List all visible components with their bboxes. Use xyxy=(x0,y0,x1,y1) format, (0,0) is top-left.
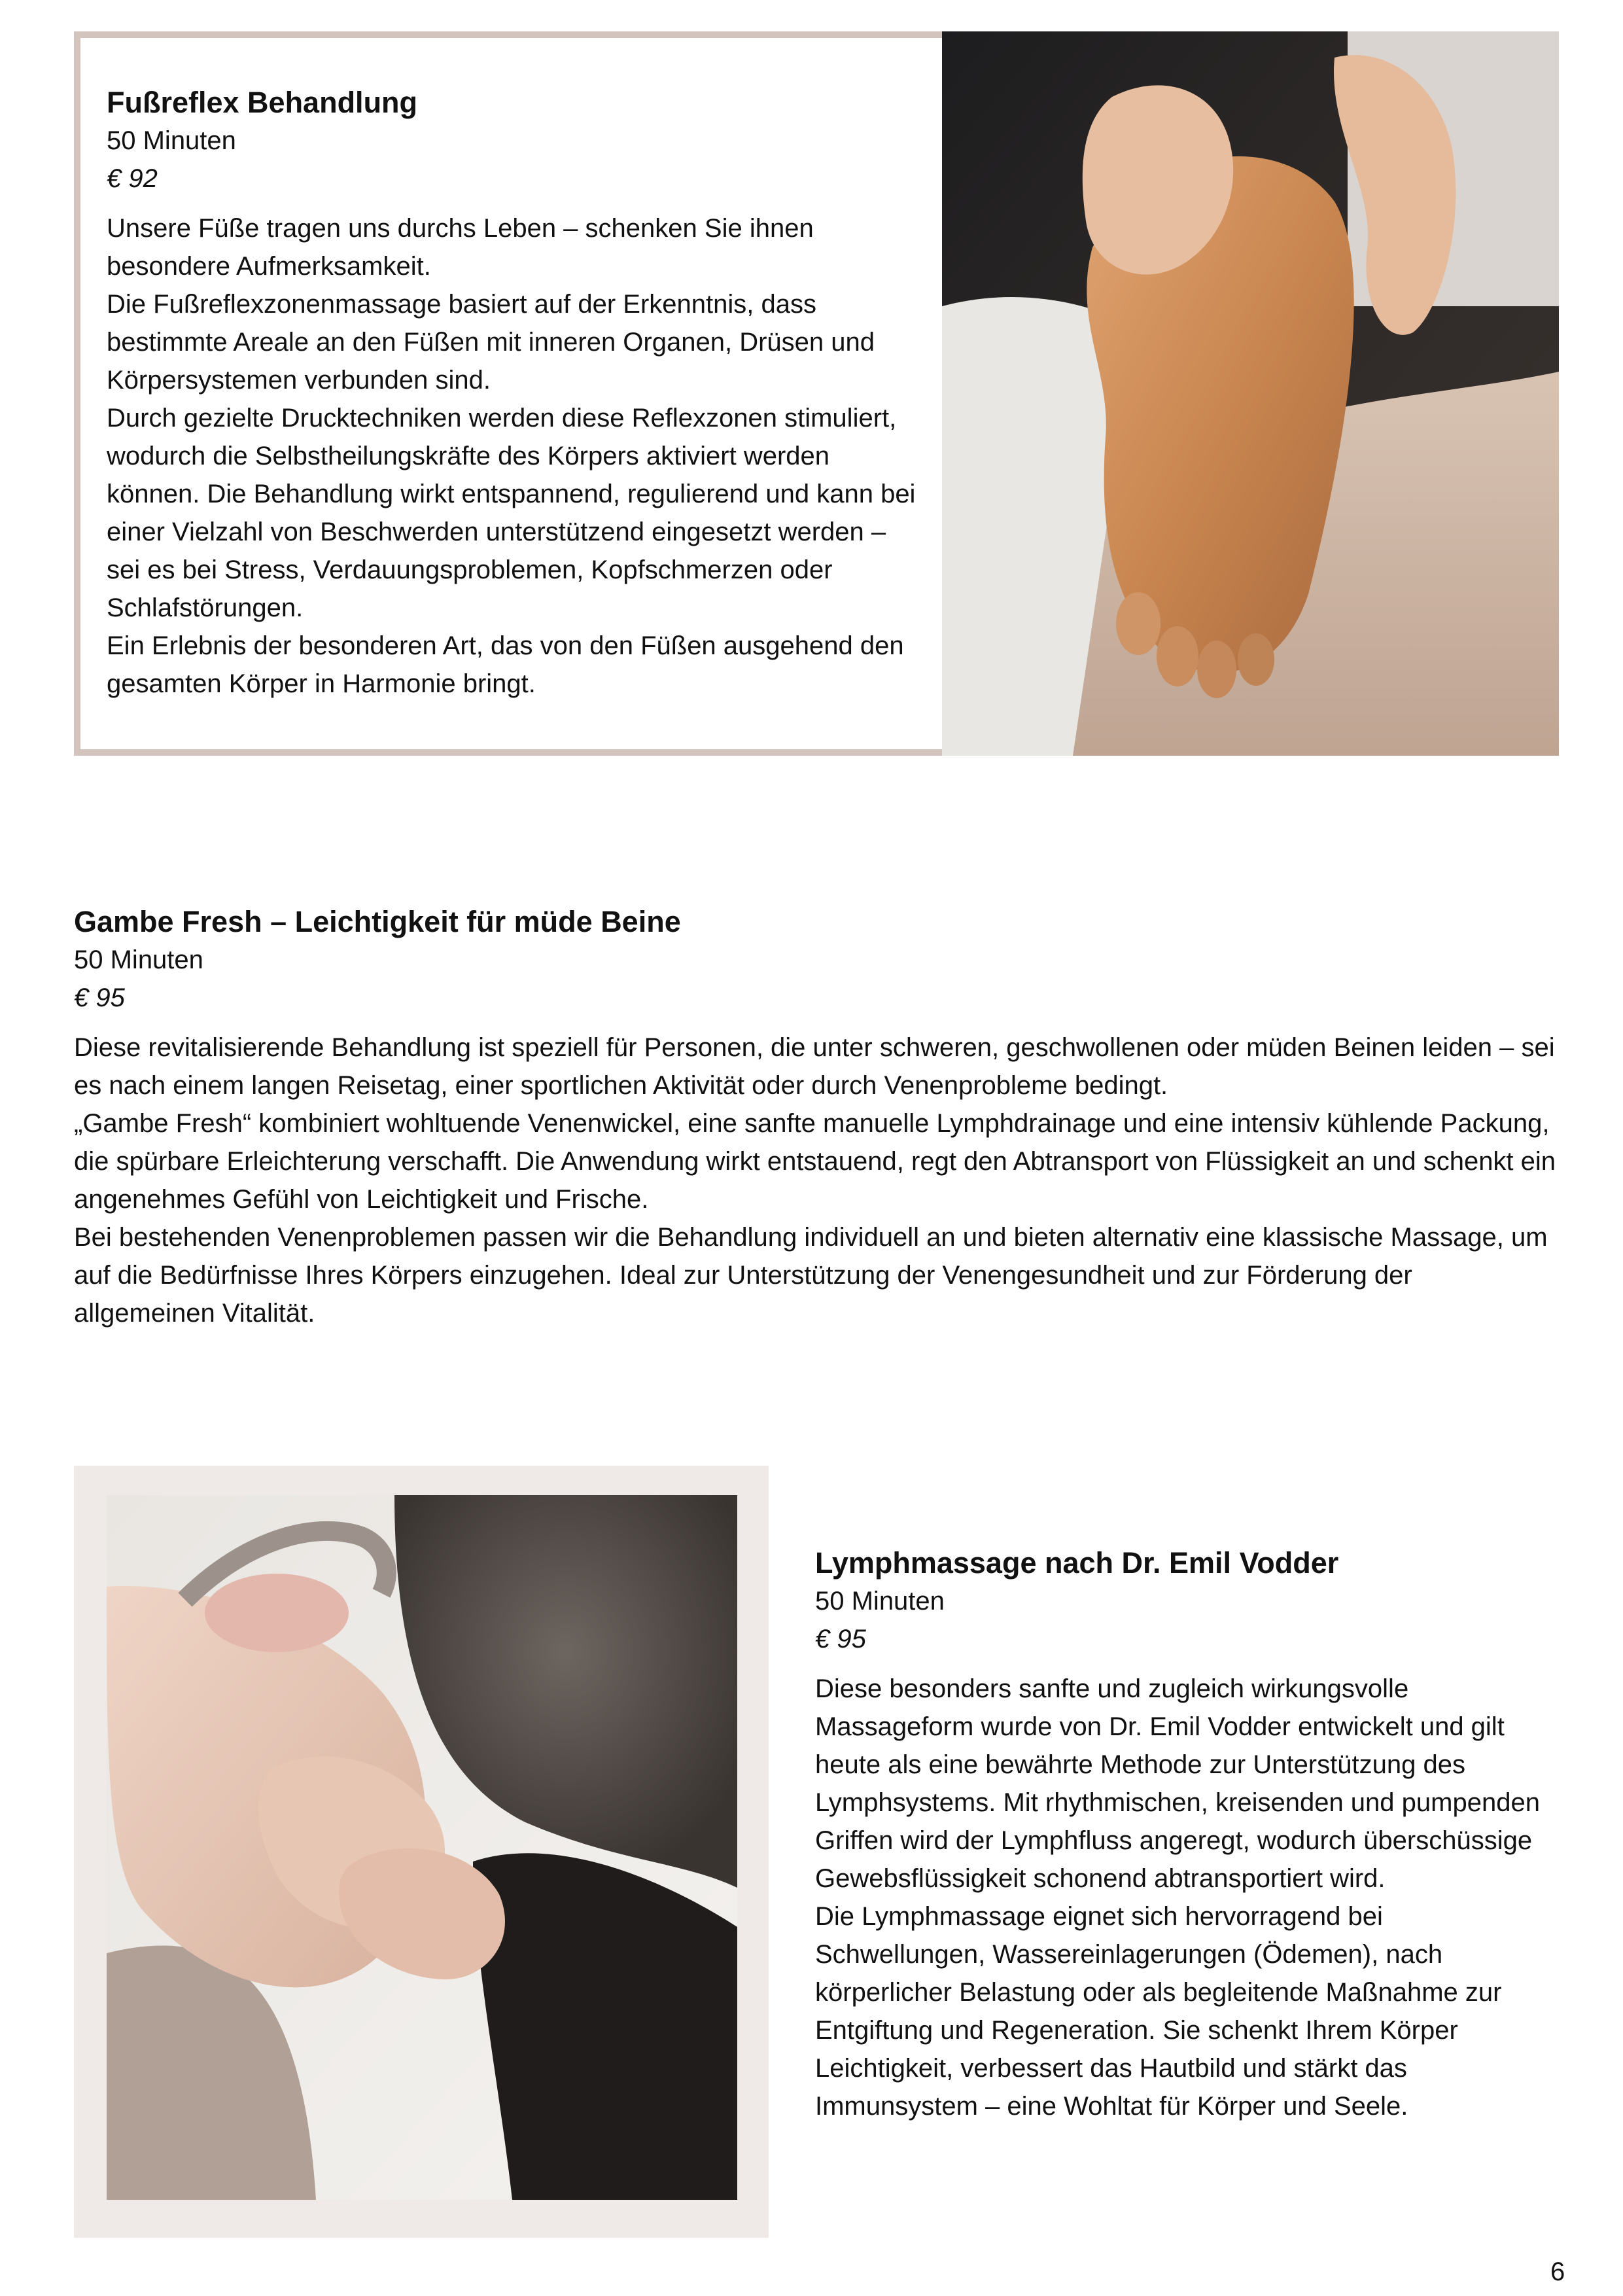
description xyxy=(815,1670,1558,2125)
foot-massage-photo xyxy=(942,31,1559,756)
paragraph: Diese besonders sanfte und zugleich wirkungsvolle Massageform wurde von Dr. Emil Vodder entwickelt und gilt heute als eine bewährte Methode zur Unterstützung des Lymphsystems. Mit rhythmischen, kreisenden und pumpenden Griffen wird der Lymphfluss angeregt, wodurch überschüssige Gewebsflüssigkeit schonend abtransportiert wird. xyxy=(815,1674,1540,1893)
lymph-massage-photo xyxy=(107,1495,737,2200)
section-fussreflex xyxy=(107,84,918,703)
description xyxy=(74,1029,1559,1332)
section-title: Gambe Fresh – Leichtigkeit für müde Beine xyxy=(74,905,681,938)
price: € 92 xyxy=(107,164,158,193)
paragraph: Durch gezielte Drucktechniken werden diese Reflexzonen stimuliert, wodurch die Selbstheilungskräfte des Körpers aktiviert werden können. Die Behandlung wirkt entspannend, regulierend und kann bei einer Vielzahl von Beschwerden unterstützend eingesetzt werden – sei es bei Stress, Verdauungsproblemen, Kopfschmerzen oder Schlafstörungen. xyxy=(107,404,916,622)
paragraph: „Gambe Fresh“ kombiniert wohltuende Venenwickel, eine sanfte manuelle Lymphdrainage und eine intensiv kühlende Packung, die spürbare Erleichterung verschafft. Die Anwendung wirkt entstauend, regt den Abtransport von Flüssigkeit an und schenkt ein angenehmes Gefühl von Leichtigkeit und Frische. xyxy=(74,1109,1556,1214)
section-title: Lymphmassage nach Dr. Emil Vodder xyxy=(815,1546,1339,1580)
price: € 95 xyxy=(74,983,125,1012)
paragraph: Die Lymphmassage eignet sich hervorragend bei Schwellungen, Wassereinlagerungen (Ödemen), nach körperlicher Belastung oder als begleitende Maßnahme zur Entgiftung und Regeneration. Sie schenkt Ihrem Körper Leichtigkeit, verbessert das Hautbild und stärkt das Immunsystem – eine Wohltat für Körper und Seele. xyxy=(815,1902,1502,2121)
description xyxy=(107,209,918,703)
duration: 50 Minuten xyxy=(74,945,203,974)
duration: 50 Minuten xyxy=(815,1587,945,1616)
paragraph: Bei bestehenden Venenproblemen passen wir die Behandlung individuell an und bieten alternativ eine klassische Massage, um auf die Bedürfnisse Ihres Körpers einzugehen. Ideal zur Unterstützung der Venengesundheit und zur Förderung der allgemeinen Vitalität. xyxy=(74,1223,1548,1328)
paragraph: Diese revitalisierende Behandlung ist speziell für Personen, die unter schweren, geschwollenen oder müden Beinen leiden – sei es nach einem langen Reisetag, einer sportlichen Aktivität oder durch Venenprobleme bedingt. xyxy=(74,1033,1555,1100)
section-lymphmassage xyxy=(815,1544,1558,2125)
paragraph: Unsere Füße tragen uns durchs Leben – schenken Sie ihnen besondere Aufmerksamkeit. xyxy=(107,214,814,281)
duration: 50 Minuten xyxy=(107,126,236,155)
section-title: Fußreflex Behandlung xyxy=(107,86,418,119)
section-gambe-fresh xyxy=(74,903,1559,1332)
paragraph: Die Fußreflexzonenmassage basiert auf der Erkenntnis, dass bestimmte Areale an den Füßen mit inneren Organen, Drüsen und Körpersystemen verbunden sind. xyxy=(107,290,875,395)
paragraph: Ein Erlebnis der besonderen Art, das von den Füßen ausgehend den gesamten Körper in Harmonie bringt. xyxy=(107,631,904,698)
price: € 95 xyxy=(815,1625,866,1653)
page-number: 6 xyxy=(1550,2257,1565,2286)
